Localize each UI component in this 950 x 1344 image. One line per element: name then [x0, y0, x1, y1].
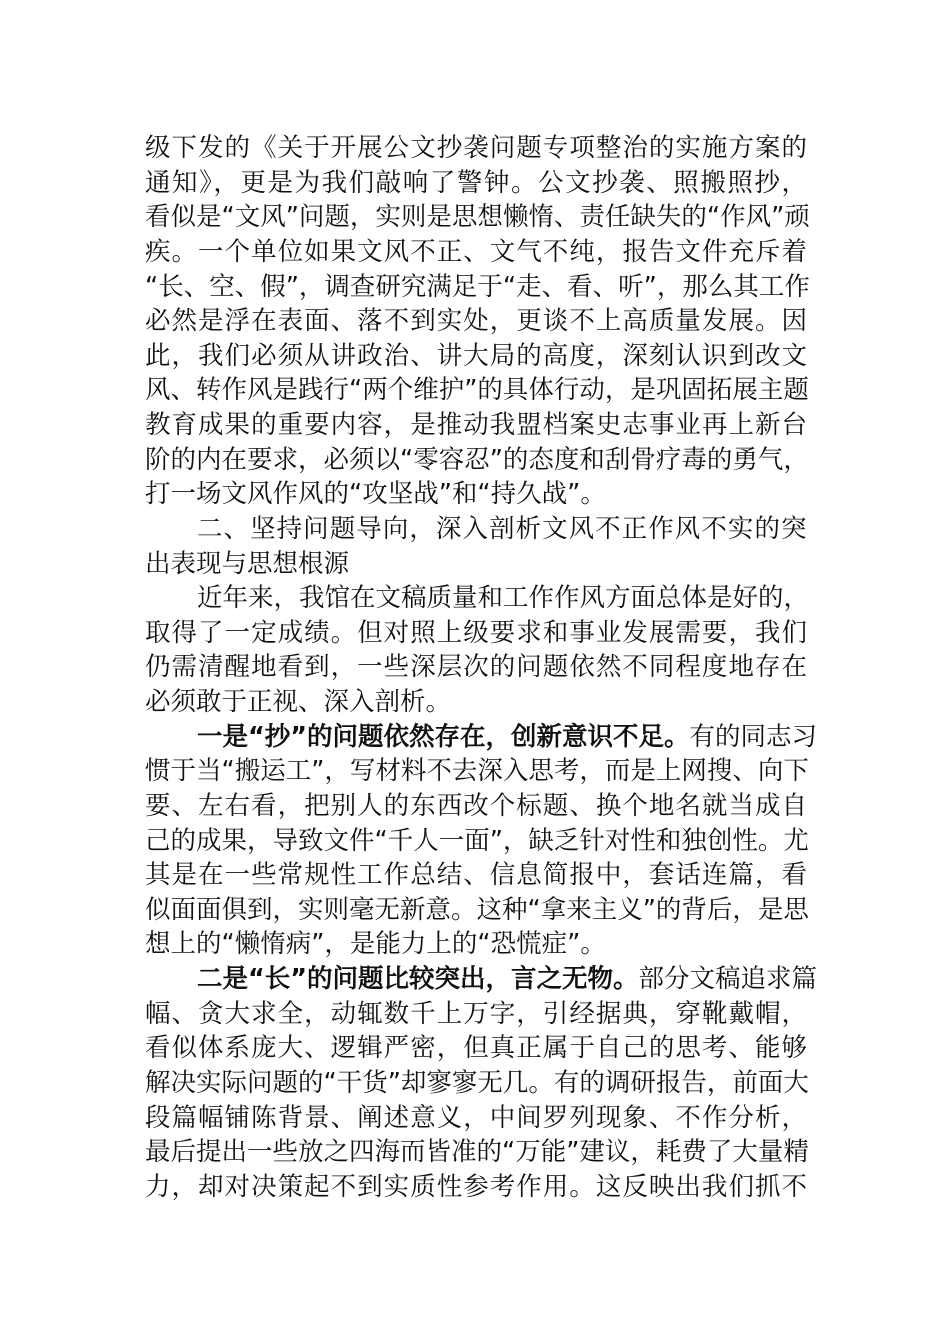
section-heading-line	[145, 512, 807, 546]
paragraph-line	[145, 789, 807, 823]
paragraph-line	[145, 754, 807, 788]
paragraph-line	[145, 200, 810, 234]
paragraph-line	[145, 304, 807, 338]
paragraph-line	[145, 581, 810, 615]
paragraph-line	[145, 1170, 807, 1204]
line-text: 级下发的《关于开展公文抄袭问题专项整治的实施方案的	[145, 133, 807, 163]
line-text: 看似是“文风”问题，实则是思想懒惰、责任缺失的“作风”顽	[145, 202, 810, 233]
line-text: “长、空、假”，调查研究满足于“走、看、听”，那么其工作	[145, 271, 810, 302]
line-text: 最后提出一些放之四海而皆准的“万能”建议，耗费了大量精	[145, 1137, 809, 1168]
paragraph-line	[145, 373, 807, 407]
paragraph-line	[145, 685, 807, 719]
line-text: 出表现与思想根源	[145, 548, 350, 579]
paragraph-line	[145, 1066, 807, 1100]
line-text: 想上的“懒惰病”，是能力上的“恐慌症”。	[145, 929, 606, 960]
line-text: 取得了一定成绩。但对照上级要求和事业发展需要，我们	[145, 617, 807, 648]
paragraph-line	[145, 927, 807, 961]
line-text: 段篇幅铺陈背景、阐述意义，中间罗列现象、不作分析，	[145, 1102, 807, 1133]
line-text: 此，我们必须从讲政治、讲大局的高度，深刻认识到改文	[145, 340, 807, 371]
paragraph-line	[145, 270, 810, 304]
line-text: 似面面俱到，实则毫无新意。这种“拿来主义”的背后，是思	[145, 894, 809, 925]
paragraph-line	[145, 997, 807, 1031]
paragraph-line	[145, 166, 807, 200]
paragraph-line	[145, 962, 818, 996]
paragraph-line	[145, 616, 807, 650]
paragraph-line	[145, 131, 807, 165]
line-text: 要、左右看，把别人的东西改个标题、换个地名就当成自	[145, 790, 807, 821]
paragraph-line	[145, 893, 807, 927]
line-text: 惯于当“搬运工”，写材料不去深入思考，而是上网搜、向下	[145, 756, 809, 787]
paragraph-line	[145, 339, 807, 373]
line-text: 必然是浮在表面、落不到实处，更谈不上高质量发展。因	[145, 306, 807, 337]
line-text: 仍需清醒地看到，一些深层次的问题依然不同程度地存在	[145, 652, 807, 683]
line-text: 阶的内在要求，必须以“零容忍”的态度和刮骨疗毒的勇气，	[145, 444, 809, 475]
paragraph-line	[145, 720, 818, 754]
line-text: 有的同志习	[689, 721, 818, 752]
paragraph-line	[145, 477, 807, 511]
paragraph-line	[145, 547, 807, 581]
line-text: 近年来，我馆在文稿质量和工作作风方面总体是好的，	[197, 583, 810, 614]
line-text: 疾。一个单位如果文风不正、文气不纯，报告文件充斥着	[145, 236, 807, 267]
paragraph-line	[145, 1101, 807, 1135]
line-text: 其是在一些常规性工作总结、信息简报中，套话连篇，看	[145, 860, 807, 891]
line-text: 二、坚持问题导向，深入剖析文风不正作风不实的突	[197, 513, 807, 544]
paragraph-line	[145, 408, 807, 442]
line-text: 风、转作风是践行“两个维护”的具体行动，是巩固拓展主题	[145, 375, 809, 406]
line-text: 必须敢于正视、深入剖析。	[145, 687, 452, 718]
line-text: 幅、贪大求全，动辄数千上万字，引经据典，穿靴戴帽，	[145, 998, 807, 1029]
line-text: 部分文稿追求篇	[638, 964, 818, 995]
line-text: 通知》，更是为我们敲响了警钟。公文抄袭、照搬照抄，	[145, 167, 807, 198]
paragraph-line	[145, 235, 807, 269]
line-text: 力，却对决策起不到实质性参考作用。这反映出我们抓不	[145, 1171, 807, 1202]
paragraph-line	[145, 443, 807, 477]
line-text: 打一场文风作风的“攻坚战”和“持久战”。	[145, 479, 606, 510]
line-text: 己的成果，导致文件“千人一面”，缺乏针对性和独创性。尤	[145, 825, 809, 856]
paragraph-line	[145, 1031, 807, 1065]
paragraph-line	[145, 824, 807, 858]
bold-lead-phrase: 一是“抄”的问题依然存在，创新意识不足。	[197, 721, 690, 752]
line-text: 解决实际问题的“干货”却寥寥无几。有的调研报告，前面大	[145, 1068, 809, 1098]
paragraph-line	[145, 858, 807, 892]
paragraph-line	[145, 1135, 807, 1169]
line-text: 看似体系庞大、逻辑严密，但真正属于自己的思考、能够	[145, 1033, 807, 1064]
paragraph-line	[145, 650, 807, 684]
line-text: 教育成果的重要内容，是推动我盟档案史志事业再上新台	[145, 410, 807, 441]
bold-lead-phrase: 二是“长”的问题比较突出，言之无物。	[197, 964, 639, 995]
